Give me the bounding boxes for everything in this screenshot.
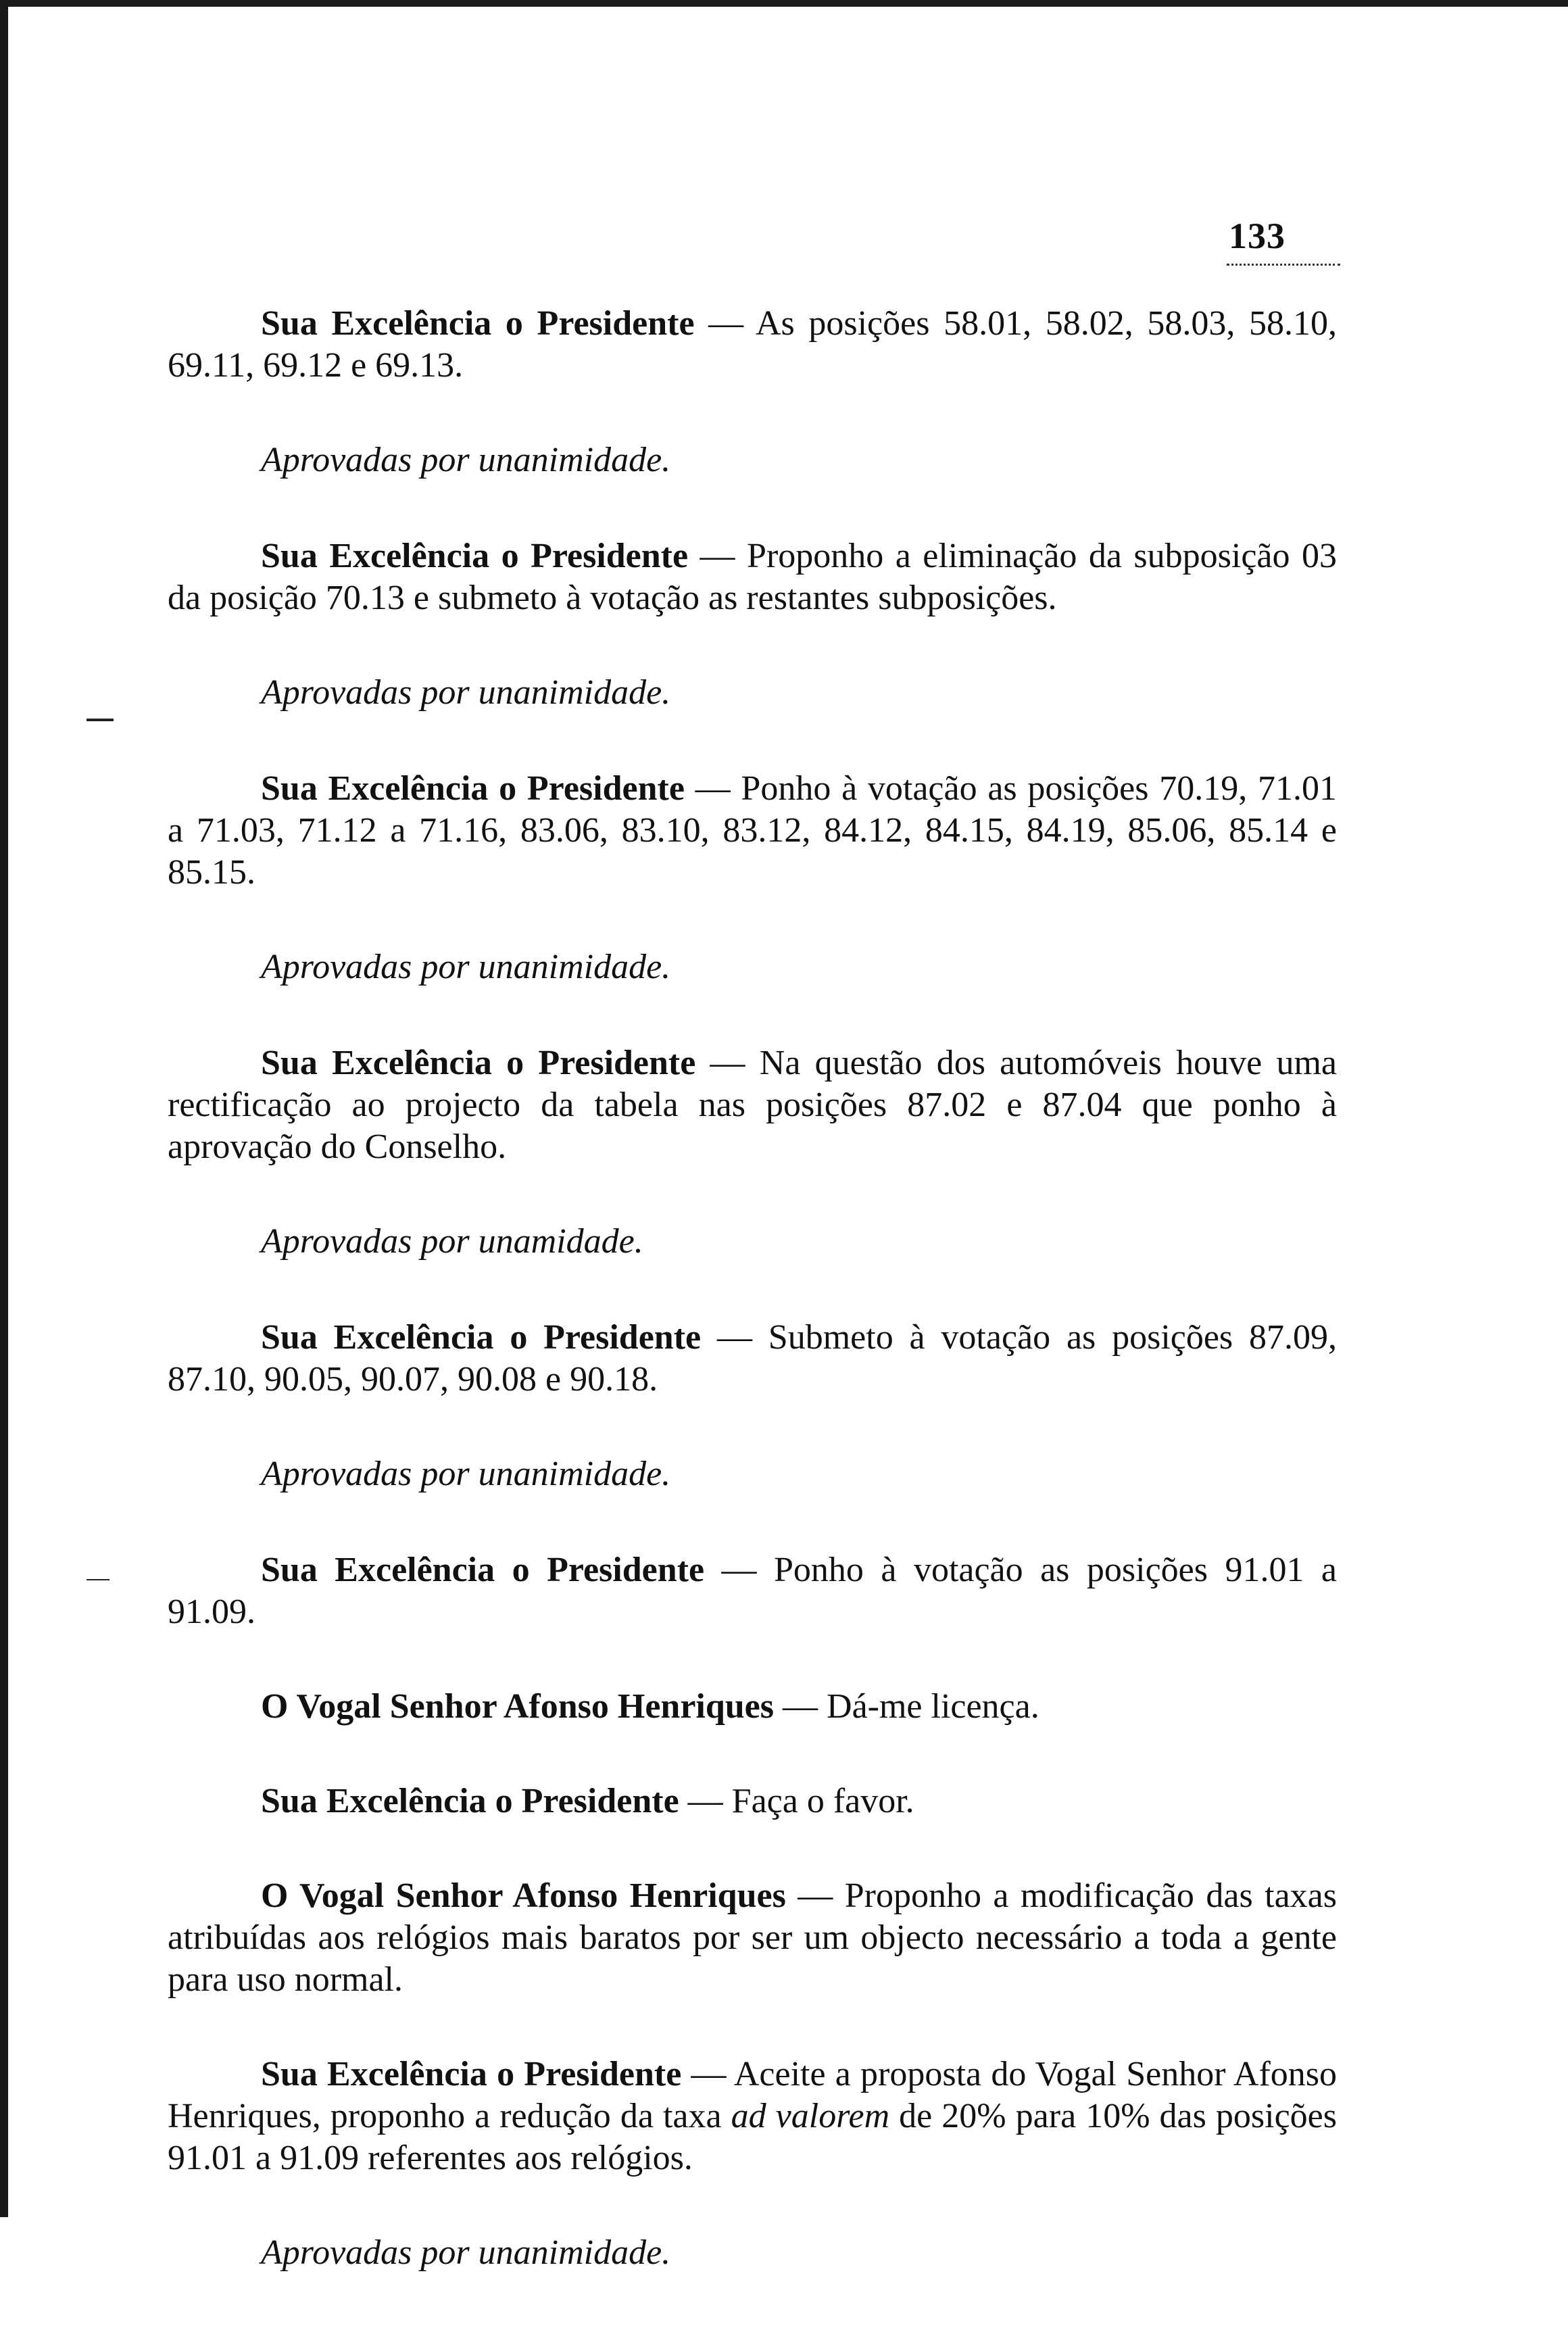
margin-mark [87, 719, 114, 721]
vote-result: Aprovadas por unanimidade. [261, 673, 671, 712]
speaker-name: Sua Excelência o Presidente [261, 1551, 705, 1589]
vote-result: Aprovadas por unanimidade. [261, 441, 671, 479]
margin-mark [87, 1579, 109, 1580]
paragraph [168, 535, 1337, 619]
speech-text: — Faça o favor. [679, 1782, 914, 1820]
speech-text: — As posições 58.01, 58.02, 58.03, 58.10, 69.11, 69.12 e 69.13. [168, 304, 1337, 385]
speech-text: — Dá-me licença. [774, 1687, 1039, 1726]
speech-text: — Ponho à votação as posições 91.01 a 91.09. [168, 1551, 1337, 1631]
speech-text: — Proponho a modificação das taxas atribuídas aos relógios mais baratos por ser um objecto necessário a toda a gente para uso normal. [168, 1876, 1337, 1999]
scan-border-left [0, 0, 8, 2217]
speaker-name: Sua Excelência o Presidente [261, 537, 689, 575]
page-number-underline [1227, 264, 1340, 266]
vote-result: Aprovadas por unanimidade. [261, 948, 671, 986]
paragraph [168, 1317, 1337, 1401]
speech-text: — Na questão dos automóveis houve uma rectificação ao projecto da tabela nas posições 87.02 e 87.04 que ponho à aprovação do Conselho. [168, 1044, 1337, 1166]
speaker-name: Sua Excelência o Presidente [261, 2055, 682, 2093]
speaker-name: Sua Excelência o Presidente [261, 1782, 679, 1820]
latin-term: ad valorem [731, 2097, 890, 2135]
paragraph [168, 303, 1337, 387]
page-number: 133 [1229, 216, 1285, 256]
speech-text: de 20% para 10% das posições 91.01 a 91.09 referentes aos relógios. [168, 2097, 1337, 2177]
speech-text: — Submeto à votação as posições 87.09, 87.10, 90.05, 90.07, 90.08 e 90.18. [168, 1318, 1337, 1399]
document-body [168, 303, 1337, 2328]
speech-text: — Aceite a proposta do Vogal Senhor Afonso Henriques, proponho a redução da taxa [168, 2055, 1337, 2135]
speaker-name: O Vogal Senhor Afonso Henriques [261, 1876, 786, 1915]
speaker-name: Sua Excelência o Presidente [261, 1318, 702, 1357]
paragraph [168, 1549, 1337, 1633]
speaker-name: Sua Excelência o Presidente [261, 769, 685, 808]
vote-result: Aprovadas por unanimidade. [261, 1455, 671, 1493]
paragraph [168, 2054, 1337, 2179]
speech-text: — Proponho a eliminação da subposição 03 da posição 70.13 e submeto à votação as restantes subposições. [168, 537, 1337, 617]
vote-result: Aprovadas por unamidade. [261, 1222, 643, 1261]
scan-border-top [0, 0, 1568, 7]
paragraph [168, 1780, 1337, 1822]
speaker-name: Sua Excelência o Presidente [261, 304, 695, 343]
speech-text: — Ponho à votação as posições 70.19, 71.01 a 71.03, 71.12 a 71.16, 83.06, 83.10, 83.12, 84.12, 84.15, 84.19, 85.06, 85.14 e 85.15. [168, 769, 1337, 892]
paragraph [168, 1686, 1337, 1728]
speaker-name: Sua Excelência o Presidente [261, 1044, 696, 1082]
paragraph [168, 1875, 1337, 2001]
speaker-name: O Vogal Senhor Afonso Henriques [261, 1687, 775, 1726]
paragraph [168, 768, 1337, 894]
paragraph [168, 1042, 1337, 1168]
vote-result: Aprovadas por unanimidade. [261, 2233, 671, 2272]
